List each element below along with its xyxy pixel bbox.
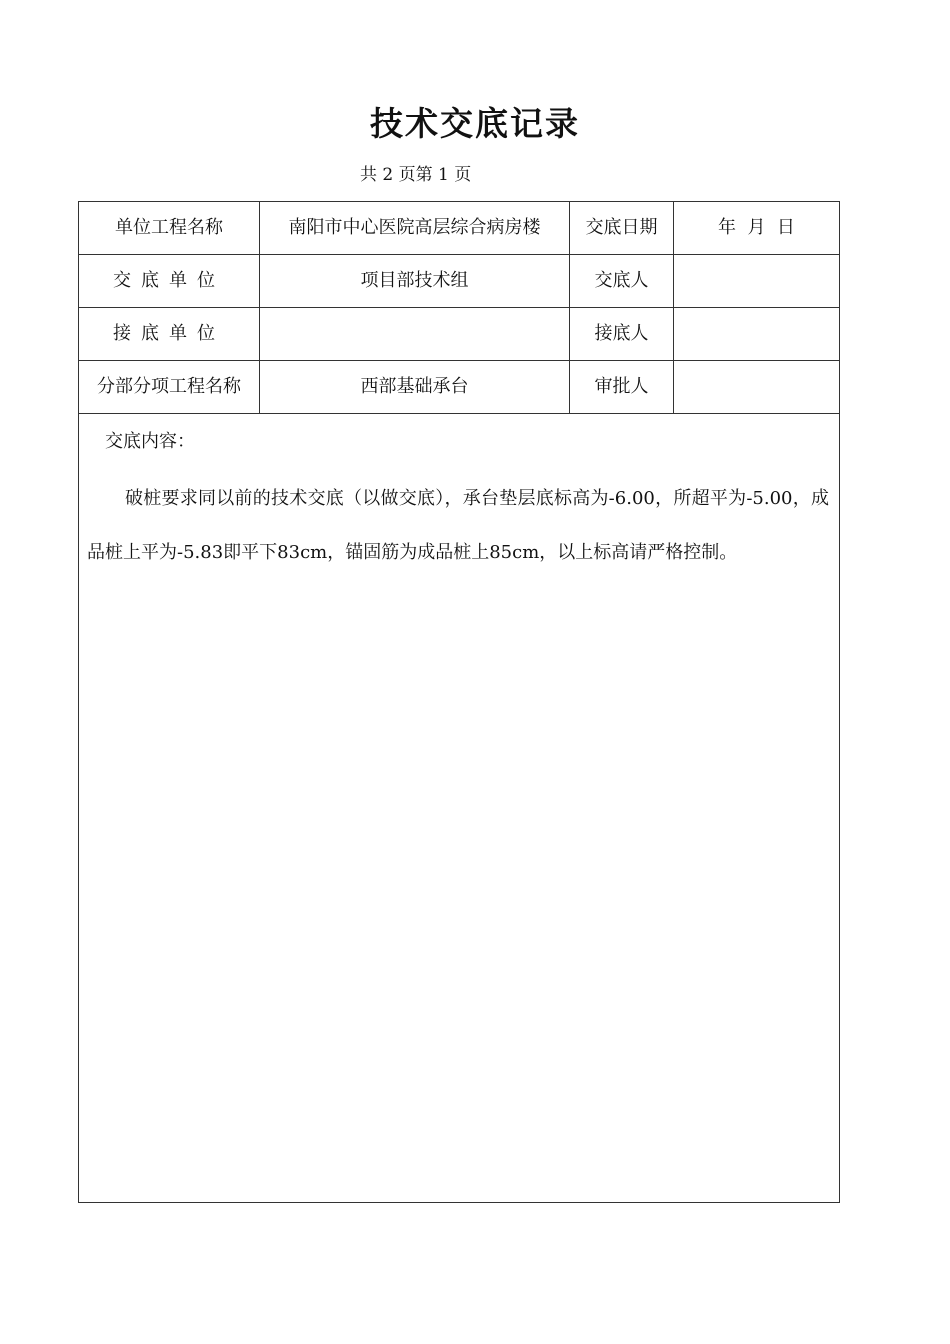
- receiver-value: [674, 308, 840, 361]
- receiving-unit-value: [260, 308, 570, 361]
- project-name-value: 南阳市中心医院高层综合病房楼: [260, 202, 570, 255]
- sub-project-name-value: 西部基础承台: [260, 361, 570, 414]
- issuer-label: 交底人: [570, 255, 674, 308]
- receiver-label: 接底人: [570, 308, 674, 361]
- table-row: [79, 202, 840, 255]
- approver-label: 审批人: [570, 361, 674, 414]
- receiving-unit-label: 接底单位: [79, 308, 260, 361]
- handover-date-label: 交底日期: [570, 202, 674, 255]
- record-table: [78, 201, 840, 1203]
- table-row: [79, 308, 840, 361]
- project-name-label: 单位工程名称: [79, 202, 260, 255]
- content-text: 破桩要求同以前的技术交底（以做交底），承台垫层底标高为-6.00，所超平为-5.00，成品桩上平为-5.83即平下83cm，锚固筋为成品桩上85cm，以上标高请严格控制。: [87, 488, 829, 563]
- page-info: 共 2 页第 1 页: [360, 165, 472, 185]
- content-label: 交底内容：: [105, 431, 195, 452]
- content-cell: [79, 414, 840, 1203]
- sub-project-name-label: 分部分项工程名称: [79, 361, 260, 414]
- issuing-unit-value: 项目部技术组: [260, 255, 570, 308]
- issuing-unit-label: 交底单位: [79, 255, 260, 308]
- document-title: 技术交底记录: [370, 104, 580, 143]
- approver-value: [674, 361, 840, 414]
- content-row: [79, 414, 840, 1203]
- handover-date-value: 年 月 日: [674, 202, 840, 255]
- table-row: [79, 255, 840, 308]
- issuer-value: [674, 255, 840, 308]
- table-row: [79, 361, 840, 414]
